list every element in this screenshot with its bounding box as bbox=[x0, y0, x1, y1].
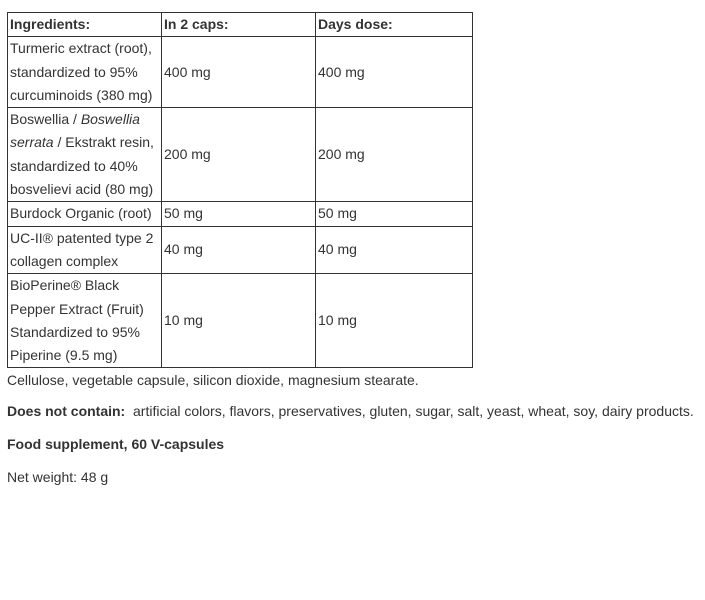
amount-in-2-caps-cell: 200 mg bbox=[162, 108, 316, 202]
table-row bbox=[8, 274, 473, 368]
header-days-dose: Days dose: bbox=[316, 13, 473, 37]
other-ingredients: Cellulose, vegetable capsule, silicon dioxide, magnesium stearate. bbox=[7, 372, 419, 389]
ingredients-table-body bbox=[8, 37, 473, 368]
amount-days-dose-cell: 200 mg bbox=[316, 108, 473, 202]
amount-in-2-caps-cell: 50 mg bbox=[162, 202, 316, 226]
amount-days-dose-cell: 400 mg bbox=[316, 37, 473, 108]
table-header-row bbox=[8, 13, 473, 37]
table-row bbox=[8, 226, 473, 274]
ingredient-name-part: / Ekstrakt resin, standardized to 40% bosvelievi acid (80 mg) bbox=[10, 134, 154, 198]
table-row bbox=[8, 202, 473, 226]
product-info bbox=[7, 12, 697, 487]
does-not-contain-text: artificial colors, flavors, preservatives, gluten, sugar, salt, yeast, wheat, soy, dairy products. bbox=[125, 403, 694, 420]
ingredients-table bbox=[7, 12, 473, 368]
amount-days-dose-cell: 50 mg bbox=[316, 202, 473, 226]
does-not-contain-label: Does not contain: bbox=[7, 403, 126, 420]
amount-days-dose-cell: 10 mg bbox=[316, 274, 473, 368]
ingredient-name-part: BioPerine® Black Pepper Extract (Fruit) Standardized to 95% Piperine (9.5 mg) bbox=[10, 277, 144, 364]
header-in-2-caps: In 2 caps: bbox=[162, 13, 316, 37]
table-row bbox=[8, 37, 473, 108]
amount-in-2-caps-cell: 10 mg bbox=[162, 274, 316, 368]
ingredient-name-part: Burdock Organic (root) bbox=[10, 205, 152, 222]
amount-in-2-caps-cell: 400 mg bbox=[162, 37, 316, 108]
ingredient-name-cell bbox=[8, 108, 162, 202]
ingredient-name-part: Boswellia serrata bbox=[10, 111, 140, 151]
ingredient-name-cell bbox=[8, 274, 162, 368]
table-row bbox=[8, 108, 473, 202]
ingredient-name-cell bbox=[8, 226, 162, 274]
supplement-line: Food supplement, 60 V-capsules bbox=[7, 436, 225, 453]
ingredient-name-part: UC-II® patented type 2 collagen complex bbox=[10, 229, 154, 269]
does-not-contain bbox=[7, 401, 697, 422]
header-ingredients: Ingredients: bbox=[8, 13, 162, 37]
ingredient-name-part: Turmeric extract (root), standardized to 95% curcuminoids (380 mg) bbox=[10, 40, 153, 103]
net-weight: Net weight: 48 g bbox=[7, 469, 109, 486]
amount-in-2-caps-cell: 40 mg bbox=[162, 226, 316, 274]
ingredient-name-cell bbox=[8, 37, 162, 108]
ingredient-name-cell bbox=[8, 202, 162, 226]
ingredient-name-part: Boswellia / bbox=[10, 111, 81, 128]
amount-days-dose-cell: 40 mg bbox=[316, 226, 473, 274]
